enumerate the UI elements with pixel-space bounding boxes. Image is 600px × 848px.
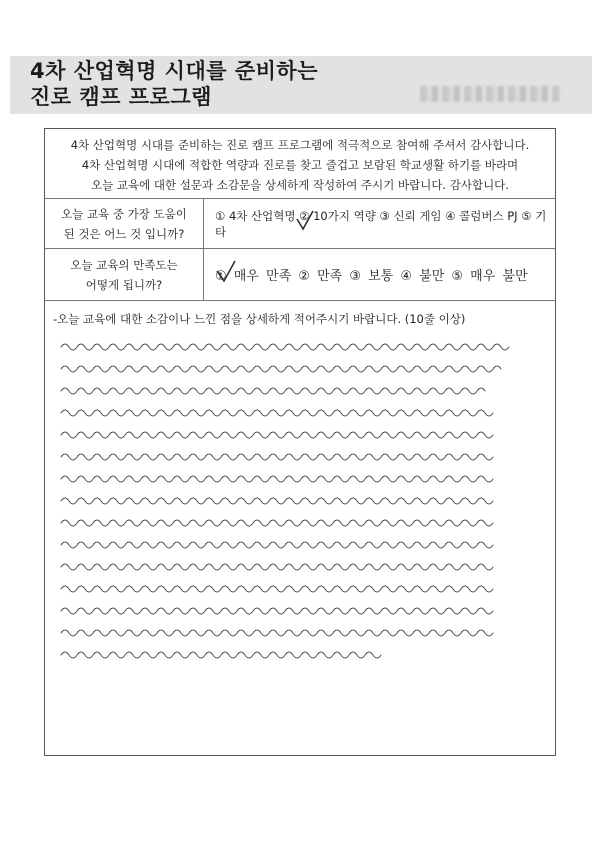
checkmark-icon	[215, 259, 237, 285]
intro-line-2: 4차 산업혁명 시대에 적합한 역량과 진로를 찾고 즐겁고 보람된 학교생활 하기를 바라며	[81, 158, 519, 172]
question-2-line-2: 어떻게 됩니까?	[85, 277, 163, 292]
redacted-school-name	[420, 86, 560, 102]
question-1-line-1: 오늘 교육 중 가장 도움이	[61, 206, 187, 221]
question-2-options[interactable]: ① 매우 만족 ② 만족 ③ 보통 ④ 불만 ⑤ 매우 불만	[215, 269, 528, 284]
question-1-options[interactable]: ① 4차 산업혁명 ② 10가지 역량 ③ 신뢰 게임 ④ 콜럼버스 PJ ⑤ 기타	[215, 208, 547, 239]
question-3-prompt: -오늘 교육에 대한 소감이나 느낀 점을 상세하게 적어주시기 바랍니다. (10줄 이상)	[53, 312, 466, 326]
intro-line-1: 4차 산업혁명 시대를 준비하는 진로 캠프 프로그램에 적극적으로 참여해 주셔서 감사합니다.	[70, 138, 530, 152]
handwritten-response	[59, 337, 545, 757]
title-line-1: 4차 산업혁명 시대를 준비하는	[30, 59, 318, 83]
title-line-2: 진로 캠프 프로그램	[30, 85, 212, 109]
intro-text	[45, 129, 555, 199]
survey-form	[44, 128, 556, 756]
question-2-line-1: 오늘 교육의 만족도는	[70, 257, 178, 272]
question-2-row	[45, 249, 555, 301]
checkmark-icon	[295, 209, 315, 233]
page-title	[30, 58, 318, 110]
question-1-line-2: 된 것은 어느 것 입니까?	[63, 226, 185, 241]
question-2-label	[45, 249, 204, 300]
question-1-label	[45, 199, 204, 248]
intro-line-3: 오늘 교육에 대한 설문과 소감문을 상세하게 작성하여 주시기 바랍니다. 감사합니다.	[91, 178, 509, 192]
